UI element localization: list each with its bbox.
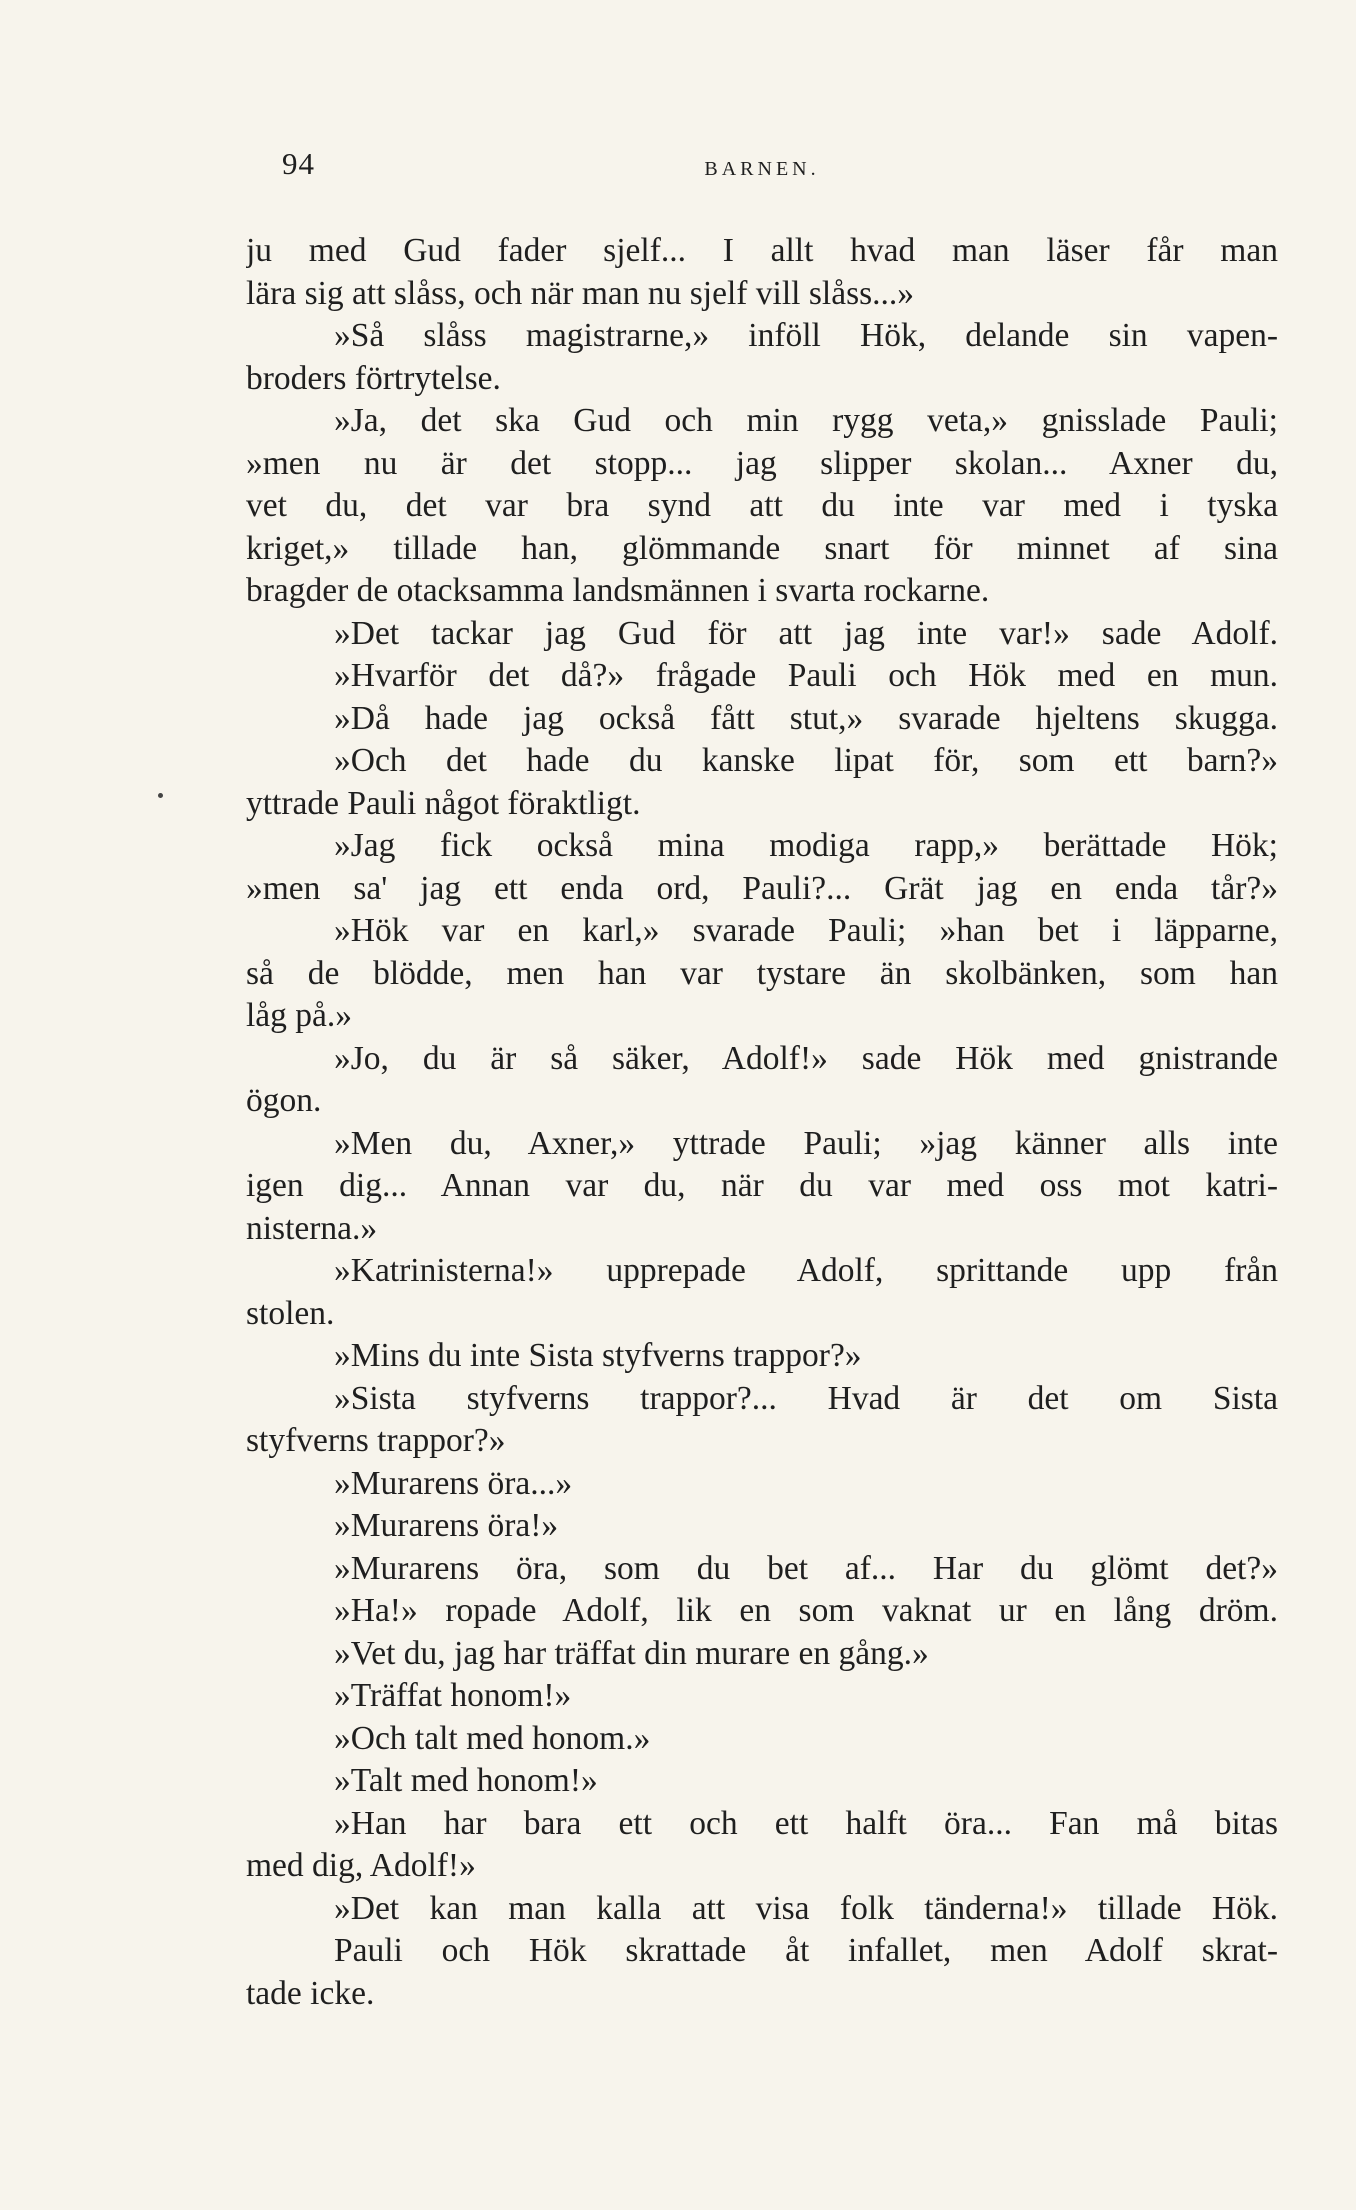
text-line: »Murarens öra...» xyxy=(334,1464,573,1502)
page-header xyxy=(246,140,1278,200)
text-line: »Träffat honom!» xyxy=(334,1677,572,1714)
text-line: »Han har bara ett och ett halft öra... Fan må bitas xyxy=(334,1804,1278,1842)
text-line: Pauli och Hök skrattade åt infallet, men Adolf skrat- xyxy=(334,1932,1278,1969)
text-line: »Sista styfverns trappor?... Hvad är det om Sista xyxy=(334,1379,1278,1417)
text-line: »Murarens öra, som du bet af... Har du glömt det?» xyxy=(334,1549,1278,1587)
text-line: »Ja, det ska Gud och min rygg veta,» gnisslade Pauli; xyxy=(334,402,1278,439)
text-line: »Murarens öra!» xyxy=(334,1507,559,1544)
text-line: bragder de otacksamma landsmännen i svarta rockarne. xyxy=(246,572,990,609)
text-line: vet du, det var bra synd att du inte var med i tyska xyxy=(246,487,1278,524)
text-line: »Så slåss magistrarne,» inföll Hök, delande sin vapen- xyxy=(334,317,1278,354)
text-line: »Mins du inte Sista styfverns trappor?» xyxy=(334,1337,862,1374)
text-line: »Då hade jag också fått stut,» svarade hjeltens skugga. xyxy=(334,699,1278,737)
text-line: »Och talt med honom.» xyxy=(334,1719,651,1757)
text-line: »Det tackar jag Gud för att jag inte var!» sade Adolf. xyxy=(334,614,1278,652)
text-line: »Talt med honom!» xyxy=(334,1762,598,1799)
text-line: igen dig... Annan var du, när du var med oss mot katri- xyxy=(246,1167,1278,1204)
text-line: »Katrinisterna!» upprepade Adolf, sprittande upp från xyxy=(334,1252,1278,1289)
text-line: nisterna.» xyxy=(246,1209,378,1247)
text-line: styfverns trappor?» xyxy=(246,1422,506,1459)
text-line: »Jo, du är så säker, Adolf!» sade Hök med gnistrande xyxy=(334,1039,1278,1077)
margin-mark xyxy=(158,793,163,798)
running-head: BARNEN. xyxy=(704,158,820,180)
text-line: låg på.» xyxy=(246,997,353,1034)
page-number: 94 xyxy=(282,146,315,181)
text-line: »Hök var en karl,» svarade Pauli; »han bet i läpparne, xyxy=(334,912,1278,949)
text-line: broders förtrytelse. xyxy=(246,359,501,397)
body-text xyxy=(246,200,1278,2015)
text-line: ögon. xyxy=(246,1082,322,1119)
text-line: kriget,» tillade han, glömmande snart för minnet af sina xyxy=(246,529,1278,567)
text-line: »Men du, Axner,» yttrade Pauli; »jag känner alls inte xyxy=(334,1124,1278,1162)
text-line: så de blödde, men han var tystare än skolbänken, som han xyxy=(246,954,1278,992)
text-line: »Det kan man kalla att visa folk tänderna!» tillade Hök. xyxy=(334,1889,1278,1927)
book-page xyxy=(246,140,1278,2015)
text-line: »Hvarför det då?» frågade Pauli och Hök med en mun. xyxy=(334,657,1278,694)
text-line: med dig, Adolf!» xyxy=(246,1847,476,1884)
text-line: »Och det hade du kanske lipat för, som ett barn?» xyxy=(334,742,1278,779)
text-line: »Vet du, jag har träffat din murare en gång.» xyxy=(334,1634,929,1672)
text-line: ju med Gud fader sjelf... I allt hvad man läser får man xyxy=(246,232,1278,269)
text-line: »Jag fick också mina modiga rapp,» berättade Hök; xyxy=(334,827,1278,864)
text-line: tade icke. xyxy=(246,1974,375,2012)
text-line: »men sa' jag ett enda ord, Pauli?... Grät jag en enda tår?» xyxy=(246,869,1278,907)
text-line: »Ha!» ropade Adolf, lik en som vaknat ur en lång dröm. xyxy=(334,1592,1278,1629)
text-line: stolen. xyxy=(246,1294,335,1332)
text-line: yttrade Pauli något föraktligt. xyxy=(246,784,641,822)
text-line: lära sig att slåss, och när man nu sjelf vill slåss...» xyxy=(246,274,915,312)
text-line: »men nu är det stopp... jag slipper skolan... Axner du, xyxy=(246,444,1278,482)
